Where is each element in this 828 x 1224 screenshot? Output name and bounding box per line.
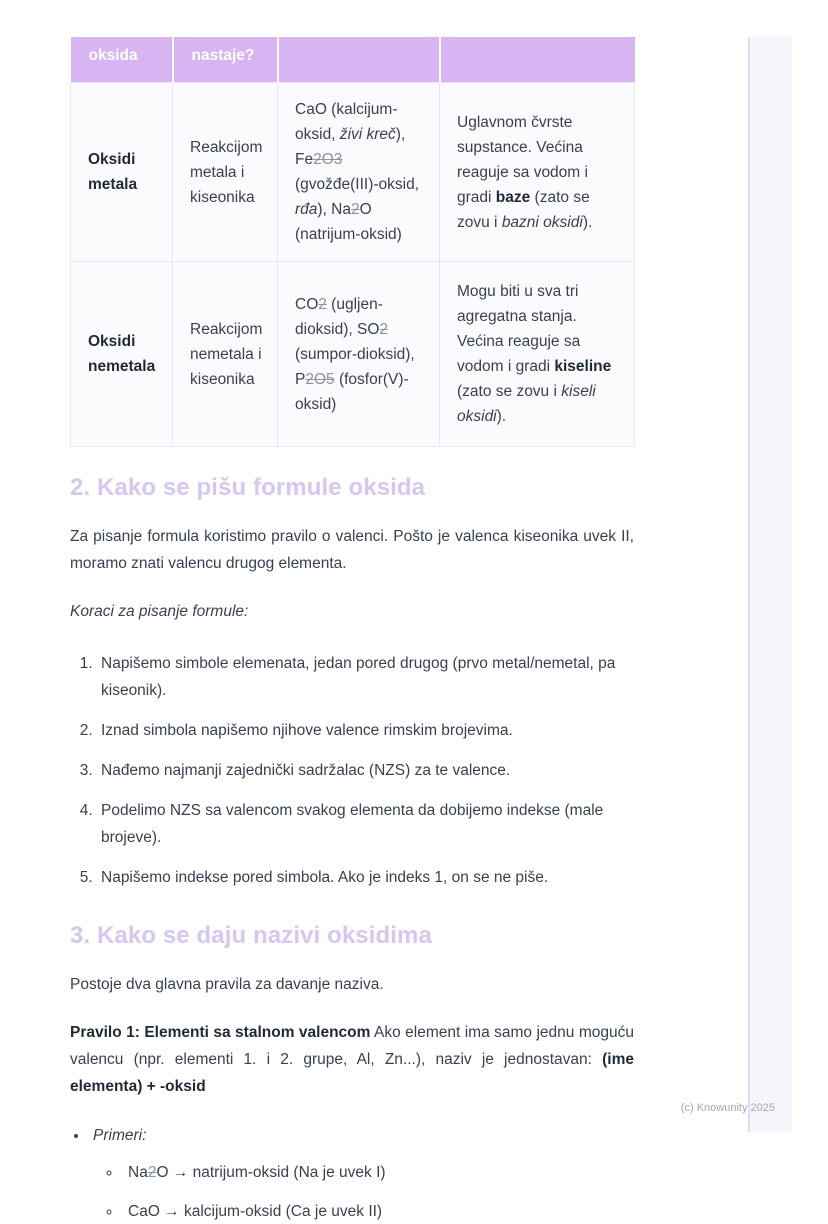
table-header-cell-3 xyxy=(278,37,440,83)
table-header-cell-oksida: oksida xyxy=(71,37,173,83)
examples-list xyxy=(70,1124,634,1224)
copyright-watermark: (c) Knowunity 2025 xyxy=(680,1102,775,1114)
list-item: 5. Napišemo indekse pored simbola. Ako je indeks 1, on se ne piše. xyxy=(97,864,634,891)
list-item: 2. Iznad simbola napišemo njihove valence rimskim brojevima. xyxy=(97,717,634,744)
oxide-formation-cell: Reakcijom nemetala i kiseonika xyxy=(173,262,278,447)
oxide-properties-cell: Mogu biti u sva tri agregatna stanja. Većina reaguje sa vodom i gradi kiseline (zato se zovu i kiseli oksidi). xyxy=(440,262,635,447)
section-3-heading: 3. Kako se daju nazivi oksidima xyxy=(70,922,432,949)
table-header-cell-nastaje: nastaje? xyxy=(173,37,278,83)
table-header-row xyxy=(71,37,635,83)
list-item: 1. Napišemo simbole elemenata, jedan pored drugog (prvo metal/nemetal, pa kiseonik). xyxy=(97,650,634,704)
oxide-formation-cell: Reakcijom metala i kiseonika xyxy=(173,83,278,262)
oxide-type-cell: Oksidi metala xyxy=(71,83,173,262)
steps-label: Koraci za pisanje formule: xyxy=(70,603,249,620)
rule-1-paragraph: Pravilo 1: Elementi sa stalnom valencom Ako element ima samo jednu moguću valencu (npr. elementi 1. i 2. grupe, Al, Zn...), naziv je jednostavan: (ime elementa) + -oksid xyxy=(70,1024,634,1095)
page-edge-scrollbar[interactable] xyxy=(748,37,792,1132)
list-item: ◦ Na2O → natrijum-oksid (Na je uvek I) xyxy=(122,1161,634,1185)
formula-steps-list xyxy=(70,650,634,891)
oxide-examples-cell: CaO (kalcijum-oksid, živi kreč), Fe2O3 (gvožđe(III)-oksid, rđa), Na2O (natrijum-oksid) xyxy=(278,83,440,262)
oxide-examples-cell: CO2 (ugljen-dioksid), SO2 (sumpor-dioksid), P2O5 (fosfor(V)-oksid) xyxy=(278,262,440,447)
oxide-type-cell: Oksidi nemetala xyxy=(71,262,173,447)
table-row-nonmetal-oxides xyxy=(71,262,635,447)
oxides-table xyxy=(70,37,635,447)
document-content xyxy=(70,37,634,1224)
oxide-properties-cell: Uglavnom čvrste supstance. Većina reaguje sa vodom i gradi baze (zato se zovu i bazni oksidi). xyxy=(440,83,635,262)
section-2-intro: Za pisanje formula koristimo pravilo o valenci. Pošto je valenca kiseonika uvek II, moramo znati valencu drugog elementa. xyxy=(70,528,634,572)
section-3-intro: Postoje dva glavna pravila za davanje naziva. xyxy=(70,976,384,993)
list-item: ◦ CaO → kalcijum-oksid (Ca je uvek II) xyxy=(122,1200,634,1224)
examples-sublist xyxy=(93,1161,634,1224)
section-2-heading: 2. Kako se pišu formule oksida xyxy=(70,474,426,501)
examples-label-item xyxy=(89,1124,634,1224)
examples-label: Primeri: xyxy=(93,1127,147,1144)
table-header-cell-4 xyxy=(440,37,635,83)
list-item: 4. Podelimo NZS sa valencom svakog elementa da dobijemo indekse (male brojeve). xyxy=(97,797,634,851)
table-row-metal-oxides xyxy=(71,83,635,262)
list-item: 3. Nađemo najmanji zajednički sadržalac (NZS) za te valence. xyxy=(97,757,634,784)
